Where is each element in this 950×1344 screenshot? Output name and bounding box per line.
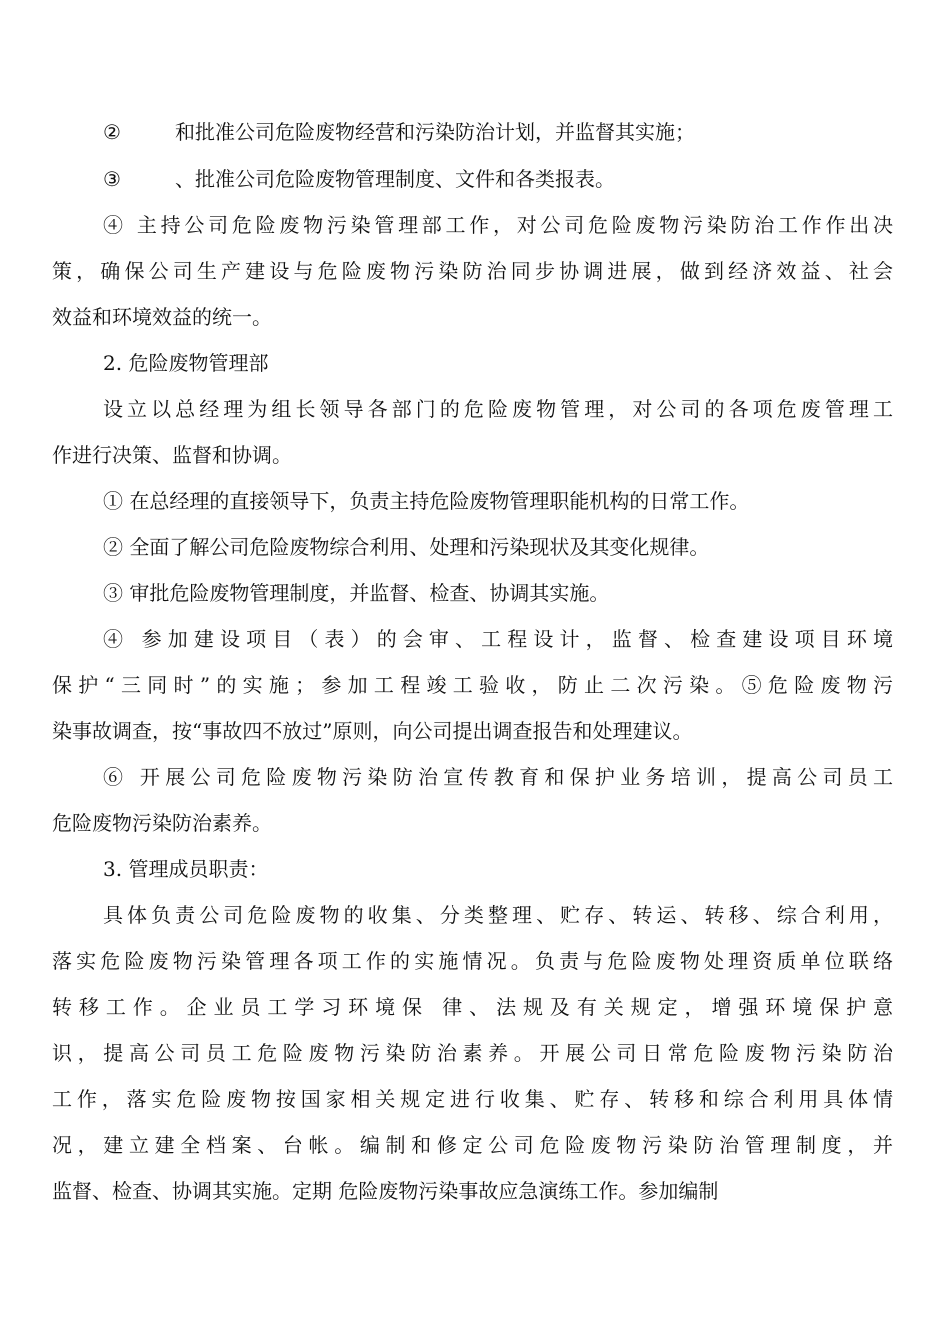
- item-number: ③: [103, 167, 121, 191]
- text-line: 监督、检查、协调其实施。定期 危险废物污染事故应急演练工作。参加编制: [52, 1179, 719, 1203]
- text-line: 效益和环境效益的统一。: [52, 305, 272, 329]
- text-line: 落实危险废物污染管理各项工作的实施情况。负责与危险废物处理资质单位联络: [52, 949, 893, 973]
- item-text: 和批准公司危险废物经营和污染防治计划，并监督其实施；: [175, 120, 695, 144]
- paragraph-item-2: [103, 118, 695, 146]
- text-line: 具体负责公司危险废物的收集、分类整理、贮存、转运、转移、综合利用，: [103, 903, 893, 927]
- text-line: 转移工作。企业员工学习环境保 律、法规及有关规定，增强环境保护意: [52, 995, 893, 1019]
- text-line: 策，确保公司生产建设与危险废物污染防治同步协调进展，做到经济效益、社会: [52, 259, 893, 283]
- text-line: ④ 主持公司危险废物污染管理部工作，对公司危险废物污染防治工作作出决: [103, 213, 893, 237]
- text-line: 保护“三同时”的实施；参加工程竣工验收，防止二次污染。⑤危险废物污: [52, 673, 893, 697]
- item-text: 、批准公司危险废物管理制度、文件和各类报表。: [175, 167, 615, 191]
- text-line: 工作，落实危险废物按国家相关规定进行收集、贮存、转移和综合利用具体情: [52, 1087, 893, 1111]
- text-line: ① 在总经理的直接领导下，负责主持危险废物管理职能机构的日常工作。: [103, 489, 750, 513]
- text-line: ⑥ 开展公司危险废物污染防治宣传教育和保护业务培训，提高公司员工: [103, 765, 893, 789]
- text-line: ③ 审批危险废物管理制度，并监督、检查、协调其实施。: [103, 581, 610, 605]
- text-line: 作进行决策、监督和协调。: [52, 443, 292, 467]
- section-heading: 3. 管理成员职责：: [103, 857, 269, 881]
- text-line: 况，建立建全档案、台帐。编制和修定公司危险废物污染防治管理制度，并: [52, 1133, 893, 1157]
- section-heading: 2. 危险废物管理部: [103, 351, 269, 375]
- text-line: 染事故调查，按“事故四不放过”原则，向公司提出调查报告和处理建议。: [52, 719, 693, 743]
- item-number: ②: [103, 120, 121, 144]
- text-line: 识，提高公司员工危险废物污染防治素养。开展公司日常危险废物污染防治: [52, 1041, 893, 1065]
- text-line: ② 全面了解公司危险废物综合利用、处理和污染现状及其变化规律。: [103, 535, 710, 559]
- text-line: ④ 参加建设项目（表）的会审、工程设计，监督、检查建设项目环境: [103, 627, 893, 651]
- text-line: 设立以总经理为组长领导各部门的危险废物管理，对公司的各项危废管理工: [103, 397, 893, 421]
- text-line: 危险废物污染防治素养。: [52, 811, 272, 835]
- paragraph-item-3: [103, 165, 615, 193]
